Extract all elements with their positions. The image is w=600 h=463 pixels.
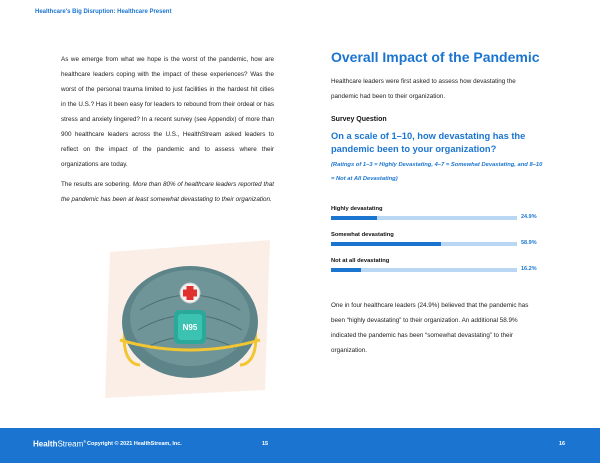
section-intro: Healthcare leaders were first asked to assess how devastating the pandemic had been to their organization. xyxy=(331,78,516,100)
left-column xyxy=(61,52,274,212)
copyright: Copyright © 2021 HealthStream, Inc. xyxy=(87,441,182,447)
mask-icon xyxy=(100,240,280,400)
bar-row-highly xyxy=(331,206,543,232)
page-number-right: 16 xyxy=(559,441,566,447)
bar-fill xyxy=(331,216,377,220)
running-header: Healthcare's Big Disruption: Healthcare Present xyxy=(35,9,172,15)
brand-mark: ® xyxy=(83,439,87,444)
summary-paragraph: One in four healthcare leaders (24.9%) believed that the pandemic has been “highly devastating” to their organization. An additional 58.9% indicated the pandemic has been “somewhat devastating” to their organization. xyxy=(331,302,529,354)
bar-label: Not at all devastating xyxy=(331,258,390,264)
bar-label: Somewhat devastating xyxy=(331,232,394,238)
bar-value: 58.9% xyxy=(521,240,537,246)
intro-paragraph: As we emerge from what we hope is the worst of the pandemic, how are healthcare leaders coping with the impact of these experiences? Was the worst of the personal trauma limited to just facilities in the hardest hit cities in the U.S.? Has it been easy for leaders to rebound from their ordeal or has stress and anxiety lingered? In a recent survey (see Appendix) of more than 900 healthcare leaders across the U.S., HealthStream asked leaders to reflect on the impact of the pandemic and to assess where their organizations are today. xyxy=(61,56,274,168)
bar-fill xyxy=(331,268,361,272)
bar-value: 24.9% xyxy=(521,214,537,220)
bar-track xyxy=(331,216,517,220)
rating-note: (Ratings of 1–3 = Highly Devastating, 4–7 = Somewhat Devastating, and 8–10 = Not at All Devastating) xyxy=(331,162,543,182)
results-lead: The results are sobering. xyxy=(61,181,133,188)
bar-chart xyxy=(331,206,543,284)
bar-value: 16.2% xyxy=(521,266,537,272)
bar-row-somewhat xyxy=(331,232,543,258)
footer-bar xyxy=(0,428,600,463)
n95-mask-illustration xyxy=(100,240,280,400)
brand-rest: Stream xyxy=(57,439,84,449)
right-column xyxy=(331,48,543,354)
section-title: Overall Impact of the Pandemic xyxy=(331,49,540,65)
survey-question-label: Survey Question xyxy=(331,116,387,123)
bar-track xyxy=(331,242,517,246)
bar-label: Highly devastating xyxy=(331,206,383,212)
results-paragraph xyxy=(61,177,274,207)
page-number-left: 15 xyxy=(262,441,269,447)
bar-track xyxy=(331,268,517,272)
bar-row-not-at-all xyxy=(331,258,543,284)
survey-question: On a scale of 1–10, how devastating has the pandemic been to your organization? xyxy=(331,131,526,154)
mask-label: N95 xyxy=(182,323,198,332)
results-emphasis: More than 80% of healthcare leaders reported that the pandemic has been at least somewhat devastating to their organization. xyxy=(61,181,274,203)
bar-fill xyxy=(331,242,441,246)
brand-bold: Health xyxy=(33,439,58,449)
healthstream-logo xyxy=(33,439,86,449)
